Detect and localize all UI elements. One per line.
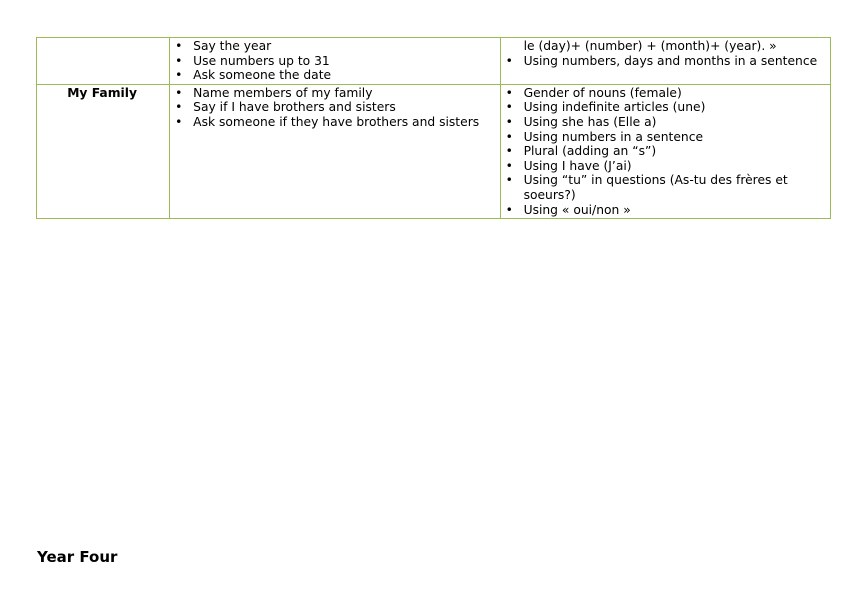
- grammar-list: [505, 86, 824, 217]
- objectives-list: [174, 86, 493, 130]
- grammar-cell: [500, 38, 830, 85]
- table-row: [37, 84, 831, 218]
- list-item: • Use numbers up to 31: [174, 54, 493, 69]
- table-row: [37, 38, 831, 85]
- objectives-cell: [170, 84, 500, 218]
- list-item: • Say if I have brothers and sisters: [174, 100, 493, 115]
- list-item: • Using numbers, days and months in a sentence: [505, 54, 824, 69]
- list-item: • Using numbers in a sentence: [505, 130, 824, 145]
- list-item: • Name members of my family: [174, 86, 493, 101]
- list-item: • Ask someone if they have brothers and sisters: [174, 115, 493, 130]
- list-item: • Using I have (J’ai): [505, 159, 824, 174]
- list-item: • Using « oui/non »: [505, 203, 824, 218]
- objectives-cell: [170, 38, 500, 85]
- list-item: • Gender of nouns (female): [505, 86, 824, 101]
- grammar-cell: [500, 84, 830, 218]
- grammar-list: [505, 54, 824, 69]
- list-item: • Ask someone the date: [174, 68, 493, 83]
- topic-cell: My Family: [37, 84, 170, 218]
- curriculum-table: [36, 37, 831, 219]
- objectives-list: [174, 39, 493, 83]
- list-item: • Using she has (Elle a): [505, 115, 824, 130]
- list-item: • Using “tu” in questions (As-tu des frères et soeurs?): [505, 173, 824, 202]
- grammar-continuation: le (day)+ (number) + (month)+ (year). »: [523, 39, 777, 53]
- list-item: • Using indefinite articles (une): [505, 100, 824, 115]
- topic-cell: [37, 38, 170, 85]
- list-item: • Say the year: [174, 39, 493, 54]
- list-item: • Plural (adding an “s”): [505, 144, 824, 159]
- section-heading: Year Four: [37, 548, 118, 566]
